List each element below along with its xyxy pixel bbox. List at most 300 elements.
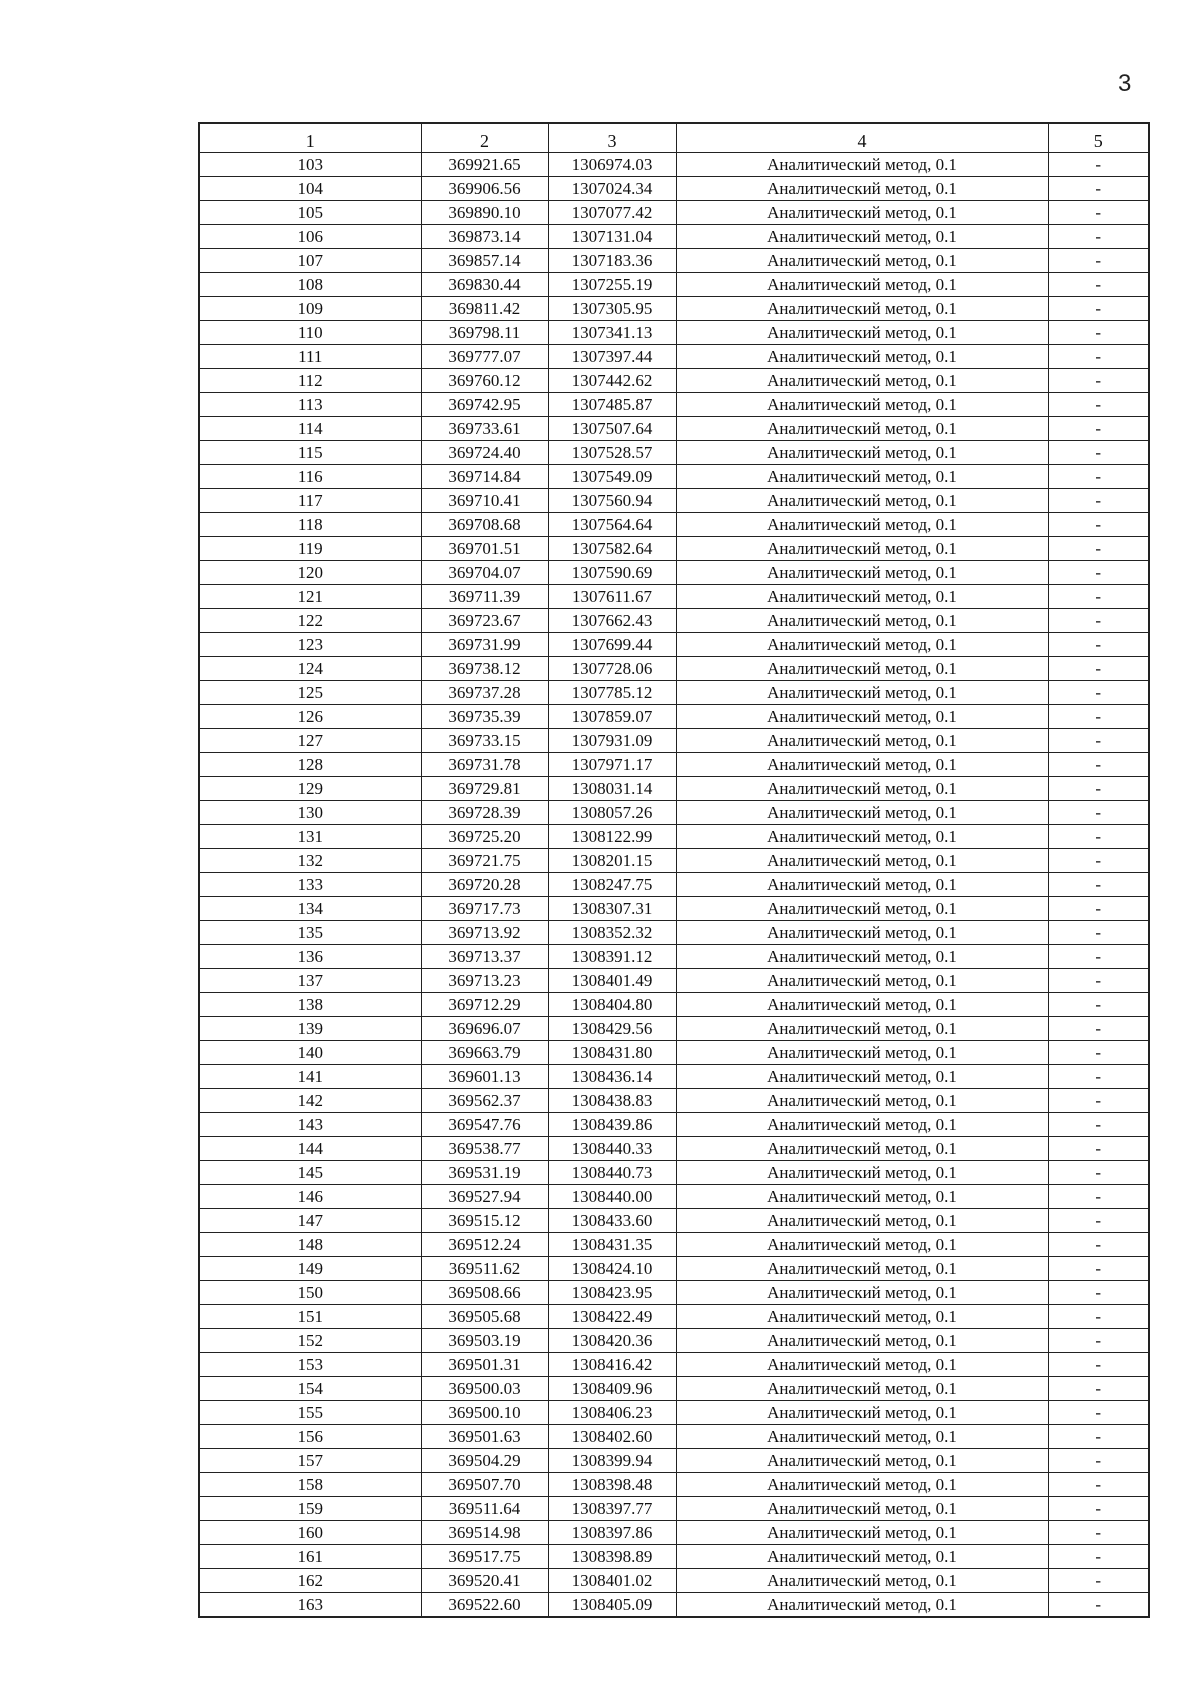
table-row xyxy=(199,657,1149,681)
note-cell: - xyxy=(1048,1281,1149,1305)
x-coordinate-cell: 369729.81 xyxy=(421,777,548,801)
table-row xyxy=(199,681,1149,705)
x-coordinate-cell: 369720.28 xyxy=(421,873,548,897)
table-row xyxy=(199,1209,1149,1233)
point-number-cell: 103 xyxy=(199,153,421,177)
point-number-cell: 127 xyxy=(199,729,421,753)
table-row xyxy=(199,1545,1149,1569)
x-coordinate-cell: 369890.10 xyxy=(421,201,548,225)
y-coordinate-cell: 1308440.33 xyxy=(548,1137,676,1161)
x-coordinate-cell: 369527.94 xyxy=(421,1185,548,1209)
table-row xyxy=(199,1377,1149,1401)
point-number-cell: 146 xyxy=(199,1185,421,1209)
point-number-cell: 129 xyxy=(199,777,421,801)
x-coordinate-cell: 369713.37 xyxy=(421,945,548,969)
point-number-cell: 158 xyxy=(199,1473,421,1497)
method-cell: Аналитический метод, 0.1 xyxy=(676,465,1048,489)
note-cell: - xyxy=(1048,1305,1149,1329)
table-row xyxy=(199,1521,1149,1545)
y-coordinate-cell: 1308031.14 xyxy=(548,777,676,801)
method-cell: Аналитический метод, 0.1 xyxy=(676,1401,1048,1425)
table-row xyxy=(199,561,1149,585)
x-coordinate-cell: 369708.68 xyxy=(421,513,548,537)
method-cell: Аналитический метод, 0.1 xyxy=(676,585,1048,609)
note-cell: - xyxy=(1048,1257,1149,1281)
method-cell: Аналитический метод, 0.1 xyxy=(676,561,1048,585)
table-row xyxy=(199,705,1149,729)
note-cell: - xyxy=(1048,1161,1149,1185)
method-cell: Аналитический метод, 0.1 xyxy=(676,345,1048,369)
note-cell: - xyxy=(1048,1041,1149,1065)
point-number-cell: 109 xyxy=(199,297,421,321)
x-coordinate-cell: 369713.23 xyxy=(421,969,548,993)
note-cell: - xyxy=(1048,825,1149,849)
point-number-cell: 130 xyxy=(199,801,421,825)
x-coordinate-cell: 369520.41 xyxy=(421,1569,548,1593)
method-cell: Аналитический метод, 0.1 xyxy=(676,1473,1048,1497)
table-row xyxy=(199,1041,1149,1065)
table-row xyxy=(199,1017,1149,1041)
x-coordinate-cell: 369507.70 xyxy=(421,1473,548,1497)
note-cell: - xyxy=(1048,1593,1149,1618)
table-row xyxy=(199,1425,1149,1449)
x-coordinate-cell: 369503.19 xyxy=(421,1329,548,1353)
method-cell: Аналитический метод, 0.1 xyxy=(676,1233,1048,1257)
method-cell: Аналитический метод, 0.1 xyxy=(676,873,1048,897)
method-cell: Аналитический метод, 0.1 xyxy=(676,849,1048,873)
point-number-cell: 115 xyxy=(199,441,421,465)
point-number-cell: 156 xyxy=(199,1425,421,1449)
table-row xyxy=(199,1137,1149,1161)
point-number-cell: 135 xyxy=(199,921,421,945)
x-coordinate-cell: 369777.07 xyxy=(421,345,548,369)
y-coordinate-cell: 1308406.23 xyxy=(548,1401,676,1425)
y-coordinate-cell: 1307699.44 xyxy=(548,633,676,657)
method-cell: Аналитический метод, 0.1 xyxy=(676,417,1048,441)
x-coordinate-cell: 369601.13 xyxy=(421,1065,548,1089)
method-cell: Аналитический метод, 0.1 xyxy=(676,1065,1048,1089)
x-coordinate-cell: 369857.14 xyxy=(421,249,548,273)
note-cell: - xyxy=(1048,1449,1149,1473)
table-row xyxy=(199,1281,1149,1305)
method-cell: Аналитический метод, 0.1 xyxy=(676,1113,1048,1137)
x-coordinate-cell: 369547.76 xyxy=(421,1113,548,1137)
note-cell: - xyxy=(1048,1473,1149,1497)
y-coordinate-cell: 1307582.64 xyxy=(548,537,676,561)
point-number-cell: 120 xyxy=(199,561,421,585)
method-cell: Аналитический метод, 0.1 xyxy=(676,1497,1048,1521)
x-coordinate-cell: 369514.98 xyxy=(421,1521,548,1545)
table-row xyxy=(199,801,1149,825)
note-cell: - xyxy=(1048,1521,1149,1545)
point-number-cell: 126 xyxy=(199,705,421,729)
note-cell: - xyxy=(1048,177,1149,201)
point-number-cell: 104 xyxy=(199,177,421,201)
table-row xyxy=(199,417,1149,441)
method-cell: Аналитический метод, 0.1 xyxy=(676,1425,1048,1449)
point-number-cell: 147 xyxy=(199,1209,421,1233)
method-cell: Аналитический метод, 0.1 xyxy=(676,1089,1048,1113)
note-cell: - xyxy=(1048,417,1149,441)
x-coordinate-cell: 369906.56 xyxy=(421,177,548,201)
point-number-cell: 136 xyxy=(199,945,421,969)
method-cell: Аналитический метод, 0.1 xyxy=(676,1281,1048,1305)
x-coordinate-cell: 369735.39 xyxy=(421,705,548,729)
point-number-cell: 117 xyxy=(199,489,421,513)
y-coordinate-cell: 1308401.02 xyxy=(548,1569,676,1593)
table-row xyxy=(199,393,1149,417)
x-coordinate-cell: 369501.31 xyxy=(421,1353,548,1377)
x-coordinate-cell: 369696.07 xyxy=(421,1017,548,1041)
point-number-cell: 128 xyxy=(199,753,421,777)
y-coordinate-cell: 1308429.56 xyxy=(548,1017,676,1041)
x-coordinate-cell: 369731.78 xyxy=(421,753,548,777)
point-number-cell: 151 xyxy=(199,1305,421,1329)
note-cell: - xyxy=(1048,1089,1149,1113)
table-row xyxy=(199,1593,1149,1618)
method-cell: Аналитический метод, 0.1 xyxy=(676,729,1048,753)
y-coordinate-cell: 1308420.36 xyxy=(548,1329,676,1353)
table-row xyxy=(199,297,1149,321)
table-row xyxy=(199,465,1149,489)
method-cell: Аналитический метод, 0.1 xyxy=(676,249,1048,273)
point-number-cell: 150 xyxy=(199,1281,421,1305)
x-coordinate-cell: 369717.73 xyxy=(421,897,548,921)
x-coordinate-cell: 369522.60 xyxy=(421,1593,548,1618)
method-cell: Аналитический метод, 0.1 xyxy=(676,1353,1048,1377)
note-cell: - xyxy=(1048,249,1149,273)
method-cell: Аналитический метод, 0.1 xyxy=(676,321,1048,345)
method-cell: Аналитический метод, 0.1 xyxy=(676,681,1048,705)
table-row xyxy=(199,537,1149,561)
y-coordinate-cell: 1306974.03 xyxy=(548,153,676,177)
y-coordinate-cell: 1308247.75 xyxy=(548,873,676,897)
note-cell: - xyxy=(1048,537,1149,561)
y-coordinate-cell: 1307485.87 xyxy=(548,393,676,417)
method-cell: Аналитический метод, 0.1 xyxy=(676,1593,1048,1618)
x-coordinate-cell: 369517.75 xyxy=(421,1545,548,1569)
table-row xyxy=(199,225,1149,249)
x-coordinate-cell: 369721.75 xyxy=(421,849,548,873)
method-cell: Аналитический метод, 0.1 xyxy=(676,1449,1048,1473)
y-coordinate-cell: 1307442.62 xyxy=(548,369,676,393)
table-row xyxy=(199,753,1149,777)
table-row xyxy=(199,1233,1149,1257)
table-row xyxy=(199,825,1149,849)
column-header-2: 2 xyxy=(421,123,548,153)
method-cell: Аналитический метод, 0.1 xyxy=(676,897,1048,921)
point-number-cell: 138 xyxy=(199,993,421,1017)
method-cell: Аналитический метод, 0.1 xyxy=(676,1161,1048,1185)
note-cell: - xyxy=(1048,201,1149,225)
point-number-cell: 142 xyxy=(199,1089,421,1113)
point-number-cell: 121 xyxy=(199,585,421,609)
method-cell: Аналитический метод, 0.1 xyxy=(676,1329,1048,1353)
method-cell: Аналитический метод, 0.1 xyxy=(676,1257,1048,1281)
y-coordinate-cell: 1307507.64 xyxy=(548,417,676,441)
table-row xyxy=(199,1353,1149,1377)
y-coordinate-cell: 1307859.07 xyxy=(548,705,676,729)
note-cell: - xyxy=(1048,225,1149,249)
table-row xyxy=(199,1569,1149,1593)
y-coordinate-cell: 1308391.12 xyxy=(548,945,676,969)
coordinates-table xyxy=(198,122,1150,1618)
point-number-cell: 149 xyxy=(199,1257,421,1281)
point-number-cell: 155 xyxy=(199,1401,421,1425)
method-cell: Аналитический метод, 0.1 xyxy=(676,369,1048,393)
point-number-cell: 143 xyxy=(199,1113,421,1137)
method-cell: Аналитический метод, 0.1 xyxy=(676,1041,1048,1065)
note-cell: - xyxy=(1048,945,1149,969)
table-row xyxy=(199,1497,1149,1521)
y-coordinate-cell: 1307024.34 xyxy=(548,177,676,201)
point-number-cell: 122 xyxy=(199,609,421,633)
table-row xyxy=(199,321,1149,345)
x-coordinate-cell: 369921.65 xyxy=(421,153,548,177)
x-coordinate-cell: 369811.42 xyxy=(421,297,548,321)
point-number-cell: 141 xyxy=(199,1065,421,1089)
method-cell: Аналитический метод, 0.1 xyxy=(676,1017,1048,1041)
x-coordinate-cell: 369500.03 xyxy=(421,1377,548,1401)
note-cell: - xyxy=(1048,441,1149,465)
table-row xyxy=(199,345,1149,369)
y-coordinate-cell: 1308433.60 xyxy=(548,1209,676,1233)
y-coordinate-cell: 1307131.04 xyxy=(548,225,676,249)
method-cell: Аналитический метод, 0.1 xyxy=(676,777,1048,801)
note-cell: - xyxy=(1048,1569,1149,1593)
note-cell: - xyxy=(1048,657,1149,681)
table-row xyxy=(199,849,1149,873)
point-number-cell: 112 xyxy=(199,369,421,393)
x-coordinate-cell: 369538.77 xyxy=(421,1137,548,1161)
method-cell: Аналитический метод, 0.1 xyxy=(676,1569,1048,1593)
y-coordinate-cell: 1307971.17 xyxy=(548,753,676,777)
method-cell: Аналитический метод, 0.1 xyxy=(676,609,1048,633)
x-coordinate-cell: 369728.39 xyxy=(421,801,548,825)
column-header-1: 1 xyxy=(199,123,421,153)
method-cell: Аналитический метод, 0.1 xyxy=(676,969,1048,993)
method-cell: Аналитический метод, 0.1 xyxy=(676,1521,1048,1545)
y-coordinate-cell: 1307931.09 xyxy=(548,729,676,753)
y-coordinate-cell: 1308405.09 xyxy=(548,1593,676,1618)
note-cell: - xyxy=(1048,1497,1149,1521)
x-coordinate-cell: 369562.37 xyxy=(421,1089,548,1113)
note-cell: - xyxy=(1048,1065,1149,1089)
point-number-cell: 154 xyxy=(199,1377,421,1401)
method-cell: Аналитический метод, 0.1 xyxy=(676,537,1048,561)
table-row xyxy=(199,1449,1149,1473)
y-coordinate-cell: 1308409.96 xyxy=(548,1377,676,1401)
point-number-cell: 162 xyxy=(199,1569,421,1593)
point-number-cell: 131 xyxy=(199,825,421,849)
table-row xyxy=(199,873,1149,897)
table-row xyxy=(199,1161,1149,1185)
point-number-cell: 145 xyxy=(199,1161,421,1185)
table-row xyxy=(199,921,1149,945)
x-coordinate-cell: 369515.12 xyxy=(421,1209,548,1233)
y-coordinate-cell: 1308422.49 xyxy=(548,1305,676,1329)
note-cell: - xyxy=(1048,993,1149,1017)
x-coordinate-cell: 369738.12 xyxy=(421,657,548,681)
point-number-cell: 110 xyxy=(199,321,421,345)
x-coordinate-cell: 369704.07 xyxy=(421,561,548,585)
column-header-5: 5 xyxy=(1048,123,1149,153)
point-number-cell: 107 xyxy=(199,249,421,273)
x-coordinate-cell: 369731.99 xyxy=(421,633,548,657)
x-coordinate-cell: 369501.63 xyxy=(421,1425,548,1449)
note-cell: - xyxy=(1048,921,1149,945)
table-row xyxy=(199,1065,1149,1089)
method-cell: Аналитический метод, 0.1 xyxy=(676,513,1048,537)
method-cell: Аналитический метод, 0.1 xyxy=(676,297,1048,321)
table-row xyxy=(199,489,1149,513)
table-row xyxy=(199,249,1149,273)
table-row xyxy=(199,1185,1149,1209)
table-row xyxy=(199,633,1149,657)
method-cell: Аналитический метод, 0.1 xyxy=(676,1377,1048,1401)
y-coordinate-cell: 1307662.43 xyxy=(548,609,676,633)
x-coordinate-cell: 369733.61 xyxy=(421,417,548,441)
point-number-cell: 105 xyxy=(199,201,421,225)
note-cell: - xyxy=(1048,801,1149,825)
x-coordinate-cell: 369511.64 xyxy=(421,1497,548,1521)
y-coordinate-cell: 1308057.26 xyxy=(548,801,676,825)
method-cell: Аналитический метод, 0.1 xyxy=(676,201,1048,225)
table-row xyxy=(199,1305,1149,1329)
y-coordinate-cell: 1308431.35 xyxy=(548,1233,676,1257)
column-header-3: 3 xyxy=(548,123,676,153)
y-coordinate-cell: 1308404.80 xyxy=(548,993,676,1017)
method-cell: Аналитический метод, 0.1 xyxy=(676,1209,1048,1233)
x-coordinate-cell: 369711.39 xyxy=(421,585,548,609)
x-coordinate-cell: 369725.20 xyxy=(421,825,548,849)
y-coordinate-cell: 1307564.64 xyxy=(548,513,676,537)
method-cell: Аналитический метод, 0.1 xyxy=(676,633,1048,657)
y-coordinate-cell: 1308352.32 xyxy=(548,921,676,945)
y-coordinate-cell: 1307528.57 xyxy=(548,441,676,465)
x-coordinate-cell: 369873.14 xyxy=(421,225,548,249)
note-cell: - xyxy=(1048,873,1149,897)
point-number-cell: 134 xyxy=(199,897,421,921)
x-coordinate-cell: 369830.44 xyxy=(421,273,548,297)
point-number-cell: 137 xyxy=(199,969,421,993)
note-cell: - xyxy=(1048,585,1149,609)
y-coordinate-cell: 1307549.09 xyxy=(548,465,676,489)
note-cell: - xyxy=(1048,465,1149,489)
method-cell: Аналитический метод, 0.1 xyxy=(676,177,1048,201)
method-cell: Аналитический метод, 0.1 xyxy=(676,705,1048,729)
y-coordinate-cell: 1308398.89 xyxy=(548,1545,676,1569)
table-row xyxy=(199,1257,1149,1281)
x-coordinate-cell: 369504.29 xyxy=(421,1449,548,1473)
x-coordinate-cell: 369724.40 xyxy=(421,441,548,465)
method-cell: Аналитический метод, 0.1 xyxy=(676,393,1048,417)
y-coordinate-cell: 1307785.12 xyxy=(548,681,676,705)
x-coordinate-cell: 369531.19 xyxy=(421,1161,548,1185)
note-cell: - xyxy=(1048,729,1149,753)
point-number-cell: 111 xyxy=(199,345,421,369)
y-coordinate-cell: 1308424.10 xyxy=(548,1257,676,1281)
point-number-cell: 148 xyxy=(199,1233,421,1257)
x-coordinate-cell: 369737.28 xyxy=(421,681,548,705)
method-cell: Аналитический метод, 0.1 xyxy=(676,753,1048,777)
note-cell: - xyxy=(1048,513,1149,537)
note-cell: - xyxy=(1048,609,1149,633)
y-coordinate-cell: 1308397.86 xyxy=(548,1521,676,1545)
point-number-cell: 139 xyxy=(199,1017,421,1041)
y-coordinate-cell: 1307255.19 xyxy=(548,273,676,297)
note-cell: - xyxy=(1048,1377,1149,1401)
y-coordinate-cell: 1308399.94 xyxy=(548,1449,676,1473)
y-coordinate-cell: 1308423.95 xyxy=(548,1281,676,1305)
note-cell: - xyxy=(1048,1137,1149,1161)
y-coordinate-cell: 1308307.31 xyxy=(548,897,676,921)
method-cell: Аналитический метод, 0.1 xyxy=(676,801,1048,825)
note-cell: - xyxy=(1048,1425,1149,1449)
y-coordinate-cell: 1308440.73 xyxy=(548,1161,676,1185)
y-coordinate-cell: 1307590.69 xyxy=(548,561,676,585)
note-cell: - xyxy=(1048,1209,1149,1233)
point-number-cell: 119 xyxy=(199,537,421,561)
x-coordinate-cell: 369663.79 xyxy=(421,1041,548,1065)
method-cell: Аналитический метод, 0.1 xyxy=(676,945,1048,969)
y-coordinate-cell: 1308122.99 xyxy=(548,825,676,849)
note-cell: - xyxy=(1048,753,1149,777)
point-number-cell: 157 xyxy=(199,1449,421,1473)
table-row xyxy=(199,1089,1149,1113)
note-cell: - xyxy=(1048,1185,1149,1209)
y-coordinate-cell: 1307305.95 xyxy=(548,297,676,321)
note-cell: - xyxy=(1048,489,1149,513)
point-number-cell: 159 xyxy=(199,1497,421,1521)
note-cell: - xyxy=(1048,393,1149,417)
note-cell: - xyxy=(1048,1329,1149,1353)
table-row xyxy=(199,777,1149,801)
note-cell: - xyxy=(1048,849,1149,873)
table-row xyxy=(199,1329,1149,1353)
column-header-4: 4 xyxy=(676,123,1048,153)
table-body xyxy=(199,153,1149,1618)
x-coordinate-cell: 369713.92 xyxy=(421,921,548,945)
table-row xyxy=(199,585,1149,609)
note-cell: - xyxy=(1048,1113,1149,1137)
y-coordinate-cell: 1307728.06 xyxy=(548,657,676,681)
note-cell: - xyxy=(1048,681,1149,705)
table-row xyxy=(199,441,1149,465)
x-coordinate-cell: 369712.29 xyxy=(421,993,548,1017)
method-cell: Аналитический метод, 0.1 xyxy=(676,657,1048,681)
point-number-cell: 118 xyxy=(199,513,421,537)
point-number-cell: 133 xyxy=(199,873,421,897)
table-row xyxy=(199,1473,1149,1497)
method-cell: Аналитический метод, 0.1 xyxy=(676,993,1048,1017)
x-coordinate-cell: 369733.15 xyxy=(421,729,548,753)
y-coordinate-cell: 1308436.14 xyxy=(548,1065,676,1089)
note-cell: - xyxy=(1048,633,1149,657)
table-row xyxy=(199,201,1149,225)
x-coordinate-cell: 369710.41 xyxy=(421,489,548,513)
method-cell: Аналитический метод, 0.1 xyxy=(676,1545,1048,1569)
method-cell: Аналитический метод, 0.1 xyxy=(676,225,1048,249)
y-coordinate-cell: 1308201.15 xyxy=(548,849,676,873)
y-coordinate-cell: 1308397.77 xyxy=(548,1497,676,1521)
y-coordinate-cell: 1308431.80 xyxy=(548,1041,676,1065)
method-cell: Аналитический метод, 0.1 xyxy=(676,825,1048,849)
point-number-cell: 160 xyxy=(199,1521,421,1545)
method-cell: Аналитический метод, 0.1 xyxy=(676,273,1048,297)
table-row xyxy=(199,513,1149,537)
y-coordinate-cell: 1307183.36 xyxy=(548,249,676,273)
